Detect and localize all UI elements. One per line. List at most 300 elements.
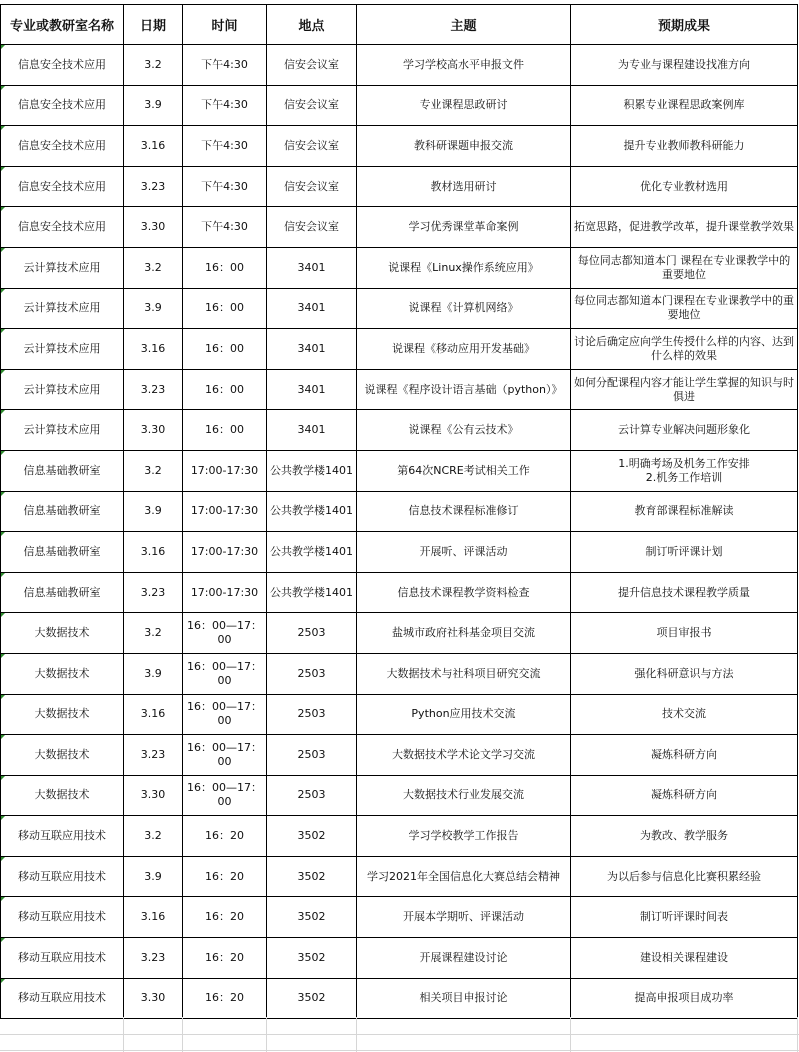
cell-time[interactable] bbox=[183, 735, 267, 776]
cell-date[interactable] bbox=[124, 166, 183, 207]
cell-text: 云计算技术应用 bbox=[23, 301, 101, 315]
cell-text: 信息基础教研室 bbox=[23, 544, 101, 558]
table-row bbox=[1, 207, 798, 248]
cell-text: 3401 bbox=[297, 260, 326, 274]
empty-grid-column-line bbox=[123, 1017, 124, 1052]
cell-topic[interactable] bbox=[357, 247, 571, 288]
cell-text: 16：20 bbox=[205, 950, 244, 964]
cell-text: 16：00—17：00 bbox=[187, 781, 262, 809]
cell-outcome[interactable] bbox=[571, 126, 798, 167]
cell-name[interactable] bbox=[1, 938, 124, 979]
table-row bbox=[1, 613, 798, 654]
cell-time[interactable] bbox=[183, 85, 267, 126]
cell-date[interactable] bbox=[124, 694, 183, 735]
cell-outcome[interactable] bbox=[571, 938, 798, 979]
cell-outcome[interactable] bbox=[571, 532, 798, 573]
cell-text: 第64次NCRE考试相关工作 bbox=[397, 463, 530, 477]
cell-text: 3.2 bbox=[144, 57, 162, 71]
cell-time[interactable] bbox=[183, 329, 267, 370]
cell-topic[interactable] bbox=[357, 572, 571, 613]
cell-outcome[interactable] bbox=[571, 775, 798, 816]
cell-comment-marker bbox=[1, 289, 5, 293]
empty-grid-line bbox=[0, 1050, 799, 1051]
cell-text: Python应用技术交流 bbox=[411, 707, 516, 721]
cell-date[interactable] bbox=[124, 735, 183, 776]
cell-text: 3.23 bbox=[140, 179, 166, 193]
cell-text: 教育部课程标准解读 bbox=[634, 504, 734, 518]
cell-text: 3401 bbox=[297, 341, 326, 355]
cell-outcome[interactable] bbox=[571, 329, 798, 370]
cell-text: 3502 bbox=[297, 991, 326, 1005]
cell-text: 3.23 bbox=[140, 747, 166, 761]
cell-time[interactable] bbox=[183, 856, 267, 897]
cell-comment-marker bbox=[1, 979, 5, 983]
cell-comment-marker bbox=[1, 735, 5, 739]
cell-outcome[interactable] bbox=[571, 410, 798, 451]
cell-date[interactable] bbox=[124, 369, 183, 410]
cell-text: 信息安全技术应用 bbox=[18, 57, 106, 71]
cell-text: 提升信息技术课程教学质量 bbox=[618, 585, 750, 599]
cell-location[interactable] bbox=[267, 288, 357, 329]
cell-date[interactable] bbox=[124, 613, 183, 654]
cell-name[interactable] bbox=[1, 45, 124, 86]
table-row bbox=[1, 978, 798, 1019]
cell-outcome[interactable] bbox=[571, 85, 798, 126]
cell-text: 信息安全技术应用 bbox=[18, 179, 106, 193]
cell-date[interactable] bbox=[124, 85, 183, 126]
cell-text: 3502 bbox=[297, 829, 326, 843]
cell-text: 说课程《Linux操作系统应用》 bbox=[388, 260, 539, 274]
cell-time[interactable] bbox=[183, 288, 267, 329]
table-body bbox=[1, 45, 798, 1019]
cell-text: 开展本学期听、评课活动 bbox=[403, 910, 524, 924]
cell-text: 开展听、评课活动 bbox=[419, 544, 508, 558]
cell-text: 学习优秀课堂革命案例 bbox=[408, 220, 519, 234]
cell-time[interactable] bbox=[183, 410, 267, 451]
cell-outcome[interactable] bbox=[571, 369, 798, 410]
table-row bbox=[1, 572, 798, 613]
cell-text: 移动互联应用技术 bbox=[18, 829, 106, 843]
cell-topic[interactable] bbox=[357, 735, 571, 776]
cell-name[interactable] bbox=[1, 247, 124, 288]
empty-grid-line bbox=[0, 1034, 799, 1035]
cell-name[interactable] bbox=[1, 735, 124, 776]
cell-location[interactable] bbox=[267, 816, 357, 857]
cell-text: 信息基础教研室 bbox=[23, 463, 101, 477]
cell-topic[interactable] bbox=[357, 938, 571, 979]
cell-text: 信息技术课程教学资料检查 bbox=[397, 585, 530, 599]
cell-outcome[interactable] bbox=[571, 897, 798, 938]
cell-text: 3502 bbox=[297, 869, 326, 883]
cell-text: 相关项目申报讨论 bbox=[419, 991, 508, 1005]
cell-time[interactable] bbox=[183, 491, 267, 532]
cell-topic[interactable] bbox=[357, 978, 571, 1019]
cell-text: 项目审报书 bbox=[656, 626, 712, 640]
cell-text: 3.9 bbox=[144, 301, 162, 315]
cell-location[interactable] bbox=[267, 653, 357, 694]
cell-text: 为以后参与信息化比赛积累经验 bbox=[607, 869, 761, 883]
cell-time[interactable] bbox=[183, 653, 267, 694]
cell-location[interactable] bbox=[267, 247, 357, 288]
cell-time[interactable] bbox=[183, 126, 267, 167]
empty-grid-column-line bbox=[570, 1017, 571, 1052]
cell-location[interactable] bbox=[267, 613, 357, 654]
cell-text: 3.9 bbox=[144, 504, 162, 518]
cell-time[interactable] bbox=[183, 897, 267, 938]
cell-text: 说课程《公有云技术》 bbox=[408, 423, 519, 437]
cell-text: 3.23 bbox=[140, 382, 166, 396]
cell-comment-marker bbox=[1, 857, 5, 861]
cell-text: 3.30 bbox=[140, 991, 166, 1005]
cell-text: 信安会议室 bbox=[284, 57, 339, 71]
empty-grid-column-line bbox=[182, 1017, 183, 1052]
cell-text: 3.16 bbox=[140, 707, 166, 721]
cell-outcome[interactable] bbox=[571, 572, 798, 613]
cell-name[interactable] bbox=[1, 856, 124, 897]
cell-name[interactable] bbox=[1, 978, 124, 1019]
cell-location[interactable] bbox=[267, 938, 357, 979]
cell-text: 3.9 bbox=[144, 666, 162, 680]
cell-topic[interactable] bbox=[357, 653, 571, 694]
cell-topic[interactable] bbox=[357, 613, 571, 654]
cell-topic[interactable] bbox=[357, 856, 571, 897]
cell-text: 16：20 bbox=[205, 910, 244, 924]
cell-location[interactable] bbox=[267, 126, 357, 167]
cell-name[interactable] bbox=[1, 816, 124, 857]
cell-date[interactable] bbox=[124, 856, 183, 897]
cell-text: 优化专业教材选用 bbox=[640, 179, 728, 193]
cell-outcome[interactable] bbox=[571, 613, 798, 654]
cell-text: 信息安全技术应用 bbox=[18, 98, 106, 112]
cell-name[interactable] bbox=[1, 369, 124, 410]
cell-comment-marker bbox=[1, 776, 5, 780]
cell-text: 16：00—17：00 bbox=[187, 619, 262, 647]
cell-text: 每位同志都知道本门 课程在专业课教学中的重要地位 bbox=[577, 253, 791, 281]
cell-text: 积累专业课程思政案例库 bbox=[623, 98, 745, 112]
cell-outcome[interactable] bbox=[571, 653, 798, 694]
cell-name[interactable] bbox=[1, 288, 124, 329]
cell-outcome[interactable] bbox=[571, 247, 798, 288]
cell-name[interactable] bbox=[1, 532, 124, 573]
cell-text: 信安会议室 bbox=[284, 220, 339, 234]
cell-comment-marker bbox=[1, 613, 5, 617]
cell-comment-marker bbox=[1, 695, 5, 699]
cell-outcome[interactable] bbox=[571, 856, 798, 897]
cell-text: 16：00—17：00 bbox=[187, 700, 262, 728]
cell-location[interactable] bbox=[267, 85, 357, 126]
cell-text: 2503 bbox=[297, 747, 326, 761]
cell-text: 信安会议室 bbox=[284, 179, 339, 193]
cell-time[interactable] bbox=[183, 816, 267, 857]
cell-text: 提升专业教师教科研能力 bbox=[623, 138, 745, 152]
cell-time[interactable] bbox=[183, 572, 267, 613]
cell-outcome[interactable] bbox=[571, 166, 798, 207]
cell-time[interactable] bbox=[183, 532, 267, 573]
cell-text: 专业课程思政研讨 bbox=[419, 98, 508, 112]
cell-location[interactable] bbox=[267, 897, 357, 938]
cell-outcome[interactable] bbox=[571, 735, 798, 776]
table-row bbox=[1, 816, 798, 857]
cell-location[interactable] bbox=[267, 410, 357, 451]
cell-time[interactable] bbox=[183, 450, 267, 491]
cell-text: 移动互联应用技术 bbox=[18, 950, 106, 964]
cell-location[interactable] bbox=[267, 207, 357, 248]
cell-date[interactable] bbox=[124, 450, 183, 491]
cell-date[interactable] bbox=[124, 45, 183, 86]
cell-text: 讨论后确定应向学生传授什么样的内容、达到什么样的效果 bbox=[574, 334, 794, 362]
cell-text: 大数据技术与社科项目研究交流 bbox=[386, 666, 541, 680]
cell-date[interactable] bbox=[124, 897, 183, 938]
cell-text: 信息安全技术应用 bbox=[18, 138, 106, 152]
cell-text: 16：00—17：00 bbox=[187, 740, 262, 768]
cell-location[interactable] bbox=[267, 775, 357, 816]
cell-time[interactable] bbox=[183, 45, 267, 86]
cell-text: 为专业与课程建设找准方向 bbox=[618, 57, 750, 71]
cell-time[interactable] bbox=[183, 247, 267, 288]
table-row bbox=[1, 491, 798, 532]
table-row bbox=[1, 775, 798, 816]
cell-text: 16：20 bbox=[205, 991, 244, 1005]
cell-outcome[interactable] bbox=[571, 694, 798, 735]
cell-text: 下午4:30 bbox=[201, 220, 248, 234]
cell-comment-marker bbox=[1, 207, 5, 211]
cell-topic[interactable] bbox=[357, 126, 571, 167]
cell-date[interactable] bbox=[124, 207, 183, 248]
cell-text: 下午4:30 bbox=[201, 179, 248, 193]
table-row bbox=[1, 856, 798, 897]
cell-text: 3.30 bbox=[140, 423, 166, 437]
empty-grid-column-line bbox=[266, 1017, 267, 1052]
cell-time[interactable] bbox=[183, 613, 267, 654]
cell-text: 16：20 bbox=[205, 829, 244, 843]
table-row bbox=[1, 288, 798, 329]
cell-location[interactable] bbox=[267, 45, 357, 86]
cell-time[interactable] bbox=[183, 694, 267, 735]
cell-outcome[interactable] bbox=[571, 207, 798, 248]
cell-time[interactable] bbox=[183, 207, 267, 248]
cell-text: 3502 bbox=[297, 950, 326, 964]
cell-text: 说课程《程序设计语言基础（python）》 bbox=[364, 382, 563, 396]
cell-text: 3.16 bbox=[140, 910, 166, 924]
cell-topic[interactable] bbox=[357, 491, 571, 532]
cell-date[interactable] bbox=[124, 491, 183, 532]
cell-text: 2503 bbox=[297, 788, 326, 802]
cell-text: 16：00 bbox=[205, 423, 244, 437]
cell-topic[interactable] bbox=[357, 450, 571, 491]
table-row bbox=[1, 85, 798, 126]
cell-text: 大数据技术行业发展交流 bbox=[403, 788, 524, 802]
cell-topic[interactable] bbox=[357, 207, 571, 248]
cell-text: 制订听评课时间表 bbox=[640, 910, 728, 924]
cell-topic[interactable] bbox=[357, 694, 571, 735]
cell-topic[interactable] bbox=[357, 45, 571, 86]
cell-text: 3.30 bbox=[140, 788, 166, 802]
date-header[interactable]: 日期 bbox=[124, 5, 183, 45]
cell-location[interactable] bbox=[267, 369, 357, 410]
cell-outcome[interactable] bbox=[571, 288, 798, 329]
cell-text: 信安会议室 bbox=[284, 98, 339, 112]
cell-name[interactable] bbox=[1, 207, 124, 248]
cell-name[interactable] bbox=[1, 329, 124, 370]
cell-text: 云计算技术应用 bbox=[23, 260, 101, 274]
table-row bbox=[1, 369, 798, 410]
cell-location[interactable] bbox=[267, 856, 357, 897]
cell-comment-marker bbox=[1, 248, 5, 252]
table-row bbox=[1, 450, 798, 491]
cell-text: 云计算专业解决问题形象化 bbox=[618, 423, 750, 437]
cell-location[interactable] bbox=[267, 329, 357, 370]
cell-text: 学习2021年全国信息化大赛总结会精神 bbox=[367, 869, 560, 883]
cell-name[interactable] bbox=[1, 450, 124, 491]
cell-outcome[interactable] bbox=[571, 816, 798, 857]
cell-outcome[interactable] bbox=[571, 450, 798, 491]
cell-outcome[interactable] bbox=[571, 978, 798, 1019]
cell-date[interactable] bbox=[124, 816, 183, 857]
topic-header[interactable]: 主题 bbox=[357, 5, 571, 45]
cell-text: 3401 bbox=[297, 382, 326, 396]
cell-text: 大数据技术 bbox=[34, 707, 90, 721]
cell-text: 3.2 bbox=[144, 626, 162, 640]
cell-topic[interactable] bbox=[357, 369, 571, 410]
cell-comment-marker bbox=[1, 816, 5, 820]
cell-date[interactable] bbox=[124, 126, 183, 167]
cell-text: 16：00 bbox=[205, 341, 244, 355]
cell-location[interactable] bbox=[267, 694, 357, 735]
cell-text: 17:00-17:30 bbox=[190, 463, 259, 477]
cell-outcome[interactable] bbox=[571, 45, 798, 86]
cell-location[interactable] bbox=[267, 450, 357, 491]
cell-name[interactable] bbox=[1, 166, 124, 207]
cell-location[interactable] bbox=[267, 532, 357, 573]
cell-topic[interactable] bbox=[357, 329, 571, 370]
cell-topic[interactable] bbox=[357, 166, 571, 207]
cell-topic[interactable] bbox=[357, 816, 571, 857]
cell-text: 公共教学楼1401 bbox=[270, 544, 353, 558]
cell-date[interactable] bbox=[124, 653, 183, 694]
cell-text: 每位同志都知道本门课程在专业课教学中的重要地位 bbox=[574, 294, 794, 322]
cell-date[interactable] bbox=[124, 410, 183, 451]
cell-topic[interactable] bbox=[357, 410, 571, 451]
cell-name[interactable] bbox=[1, 572, 124, 613]
cell-comment-marker bbox=[1, 167, 5, 171]
cell-text: 大数据技术 bbox=[34, 788, 90, 802]
table-row bbox=[1, 694, 798, 735]
cell-text: 提高申报项目成功率 bbox=[634, 991, 734, 1005]
table-row bbox=[1, 897, 798, 938]
cell-text: 教科研课题申报交流 bbox=[414, 138, 513, 152]
cell-text: 3.30 bbox=[140, 220, 166, 234]
cell-name[interactable] bbox=[1, 491, 124, 532]
cell-text: 16：00 bbox=[205, 382, 244, 396]
cell-topic[interactable] bbox=[357, 775, 571, 816]
cell-text: 信息技术课程标准修订 bbox=[408, 504, 519, 518]
cell-text: 云计算技术应用 bbox=[23, 423, 101, 437]
cell-name[interactable] bbox=[1, 694, 124, 735]
cell-name[interactable] bbox=[1, 613, 124, 654]
cell-text: 17:00-17:30 bbox=[190, 544, 259, 558]
cell-time[interactable] bbox=[183, 938, 267, 979]
cell-name[interactable] bbox=[1, 653, 124, 694]
cell-location[interactable] bbox=[267, 735, 357, 776]
cell-location[interactable] bbox=[267, 572, 357, 613]
cell-comment-marker bbox=[1, 451, 5, 455]
cell-text: 为教改、教学服务 bbox=[640, 829, 728, 843]
cell-text: 16：00—17：00 bbox=[187, 659, 262, 687]
cell-location[interactable] bbox=[267, 978, 357, 1019]
cell-comment-marker bbox=[1, 126, 5, 130]
cell-name[interactable] bbox=[1, 897, 124, 938]
cell-text: 3.16 bbox=[140, 341, 166, 355]
time-header[interactable]: 时间 bbox=[183, 5, 267, 45]
cell-location[interactable] bbox=[267, 491, 357, 532]
cell-date[interactable] bbox=[124, 572, 183, 613]
cell-date[interactable] bbox=[124, 288, 183, 329]
cell-date[interactable] bbox=[124, 978, 183, 1019]
cell-date[interactable] bbox=[124, 938, 183, 979]
empty-grid-column-line bbox=[356, 1017, 357, 1052]
cell-text: 3.23 bbox=[140, 585, 166, 599]
cell-date[interactable] bbox=[124, 532, 183, 573]
cell-text: 盐城市政府社科基金项目交流 bbox=[392, 626, 535, 640]
cell-name[interactable] bbox=[1, 410, 124, 451]
cell-topic[interactable] bbox=[357, 897, 571, 938]
table-row bbox=[1, 410, 798, 451]
cell-date[interactable] bbox=[124, 775, 183, 816]
cell-time[interactable] bbox=[183, 166, 267, 207]
cell-outcome[interactable] bbox=[571, 491, 798, 532]
table-row bbox=[1, 247, 798, 288]
cell-text: 凝炼科研方向 bbox=[651, 788, 717, 802]
name-header[interactable]: 专业或教研室名称 bbox=[1, 5, 124, 45]
cell-comment-marker bbox=[1, 938, 5, 942]
cell-text: 如何分配课程内容才能让学生掌握的知识与时俱进 bbox=[574, 375, 794, 403]
table-row bbox=[1, 329, 798, 370]
cell-text: 说课程《计算机网络》 bbox=[408, 301, 519, 315]
cell-name[interactable] bbox=[1, 775, 124, 816]
cell-text: 16：00 bbox=[205, 260, 244, 274]
cell-text: 公共教学楼1401 bbox=[270, 504, 353, 518]
cell-name[interactable] bbox=[1, 85, 124, 126]
cell-text: 大数据技术学术论文学习交流 bbox=[392, 747, 535, 761]
cell-time[interactable] bbox=[183, 978, 267, 1019]
cell-date[interactable] bbox=[124, 247, 183, 288]
cell-text: 2503 bbox=[297, 707, 326, 721]
location-header[interactable]: 地点 bbox=[267, 5, 357, 45]
cell-comment-marker bbox=[1, 897, 5, 901]
cell-text: 信息基础教研室 bbox=[23, 585, 101, 599]
cell-comment-marker bbox=[1, 532, 5, 536]
cell-name[interactable] bbox=[1, 126, 124, 167]
cell-time[interactable] bbox=[183, 369, 267, 410]
cell-comment-marker bbox=[1, 329, 5, 333]
cell-topic[interactable] bbox=[357, 288, 571, 329]
table-row bbox=[1, 166, 798, 207]
header-row bbox=[1, 5, 798, 45]
cell-topic[interactable] bbox=[357, 532, 571, 573]
cell-time[interactable] bbox=[183, 775, 267, 816]
cell-text: 下午4:30 bbox=[201, 138, 248, 152]
schedule-table bbox=[0, 4, 798, 1019]
cell-text: 下午4:30 bbox=[201, 57, 248, 71]
cell-text: 大数据技术 bbox=[34, 626, 90, 640]
cell-text: 制订听评课计划 bbox=[645, 544, 723, 558]
outcome-header[interactable]: 预期成果 bbox=[571, 5, 798, 45]
cell-comment-marker bbox=[1, 492, 5, 496]
cell-location[interactable] bbox=[267, 166, 357, 207]
cell-date[interactable] bbox=[124, 329, 183, 370]
cell-text: 移动互联应用技术 bbox=[18, 991, 106, 1005]
cell-topic[interactable] bbox=[357, 85, 571, 126]
